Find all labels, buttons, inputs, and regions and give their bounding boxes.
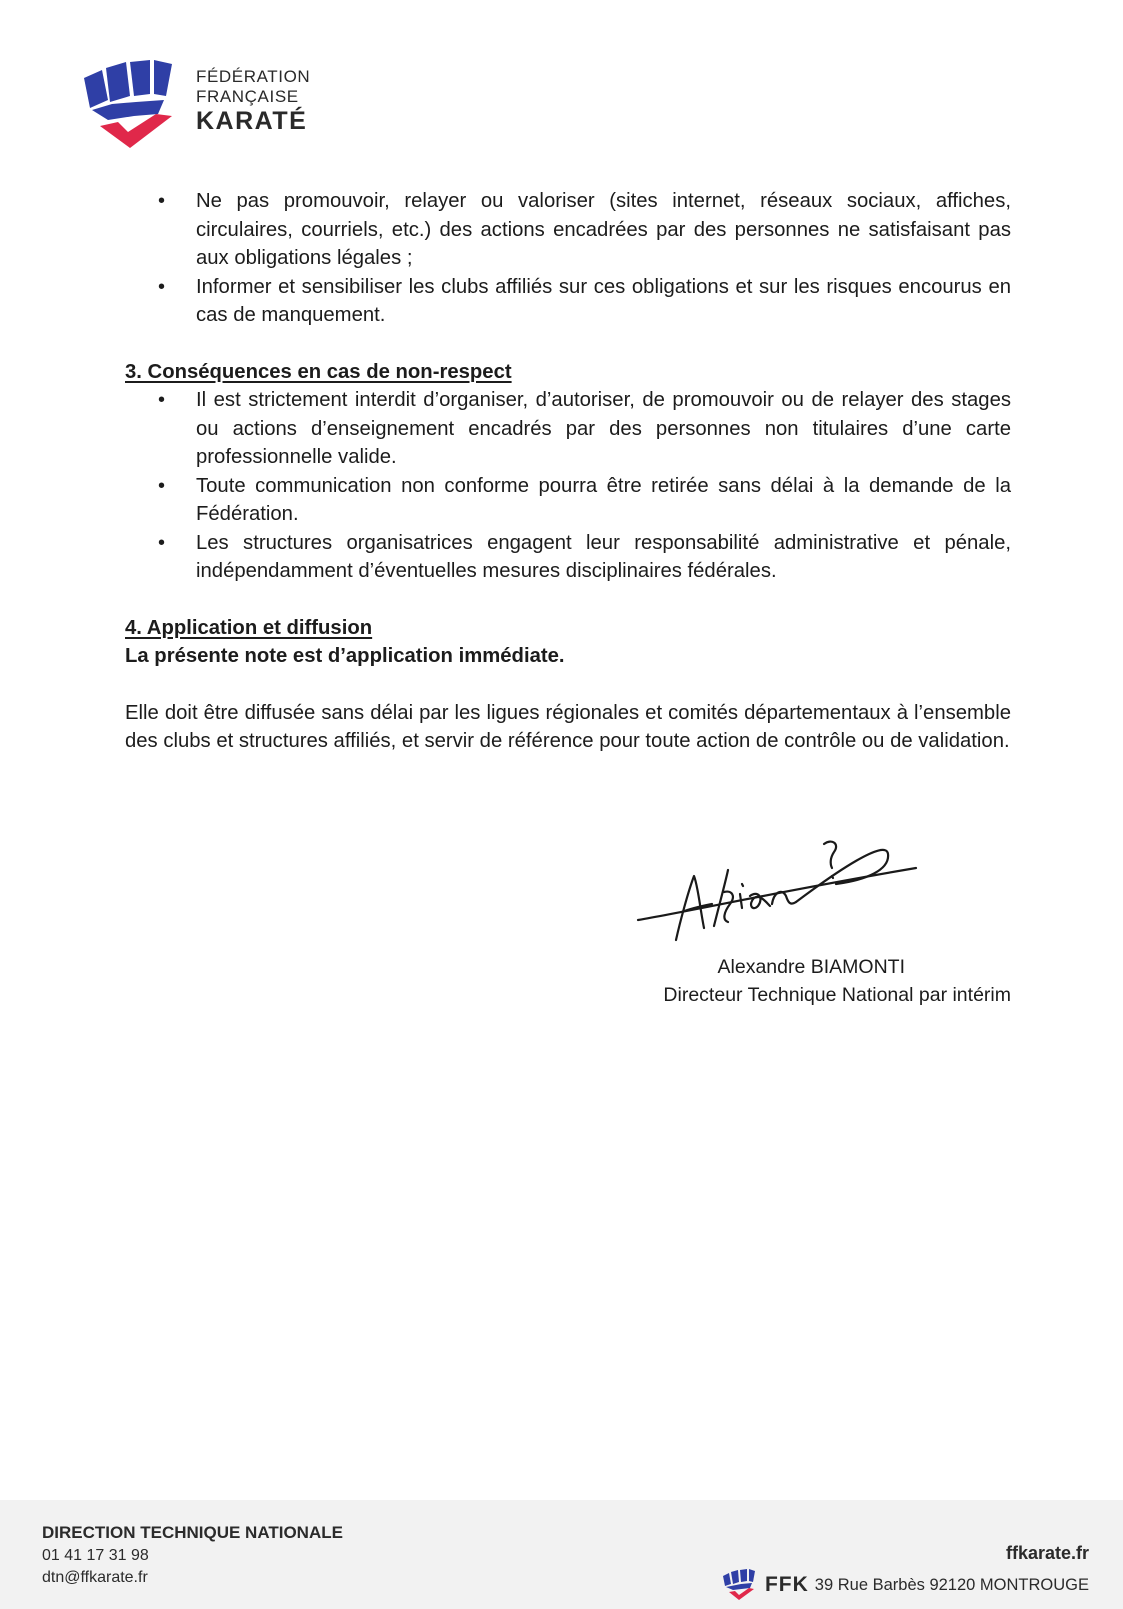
footer-address-line bbox=[721, 1568, 1089, 1602]
footer-phone: 01 41 17 31 98 bbox=[42, 1547, 149, 1564]
list-item: • Informer et sensibiliser les clubs affiliés sur ces obligations et sur les risques encourus en cas de manquement. bbox=[125, 273, 1011, 330]
section-3-heading: 3. Conséquences en cas de non-respect bbox=[125, 360, 512, 383]
list-item: • Toute communication non conforme pourra être retirée sans délai à la demande de la Fédération. bbox=[125, 472, 1011, 529]
signatory-block bbox=[663, 953, 1011, 1009]
federation-logo bbox=[78, 56, 338, 156]
page-footer bbox=[0, 1500, 1123, 1609]
ffk-logo-icon bbox=[721, 1568, 759, 1602]
list-item: • Il est strictement interdit d’organiser, d’autoriser, de promouvoir ou de relayer des stages ou actions d’enseignement encadrés par des personnes non titulaires d’une carte professionnelle valide. bbox=[125, 386, 1011, 472]
handwritten-signature bbox=[636, 832, 936, 952]
signatory-title: Directeur Technique National par intérim bbox=[663, 984, 1011, 1006]
federation-wordmark bbox=[196, 67, 310, 135]
karate-belt-logo-icon bbox=[78, 56, 188, 156]
footer-email: dtn@ffkarate.fr bbox=[42, 1569, 148, 1586]
bullet-list-section-3 bbox=[125, 386, 1011, 586]
section-4-heading: 4. Application et diffusion bbox=[125, 616, 373, 639]
diffusion-paragraph: Elle doit être diffusée sans délai par les ligues régionales et comités départementaux à l’ensemble des clubs et structures affiliés, et servir de référence pour toute action de contrôle ou de validation. bbox=[125, 701, 1011, 752]
application-statement: La présente note est d’application immédiate. bbox=[125, 645, 565, 667]
logo-line-3: KARATÉ bbox=[196, 107, 308, 135]
logo-line-2: FRANÇAISE bbox=[196, 87, 299, 106]
footer-brand: FFK bbox=[764, 1573, 809, 1596]
bullet-list-top bbox=[125, 187, 1011, 330]
document-body bbox=[125, 187, 1011, 756]
footer-address: 39 Rue Barbès 92120 MONTROUGE bbox=[814, 1575, 1089, 1594]
footer-contact bbox=[42, 1522, 343, 1589]
footer-department: DIRECTION TECHNIQUE NATIONALE bbox=[42, 1523, 343, 1542]
list-item: • Les structures organisatrices engagent leur responsabilité administrative et pénale, indépendamment d’éventuelles mesures disciplinaires fédérales. bbox=[125, 529, 1011, 586]
logo-line-1: FÉDÉRATION bbox=[196, 67, 311, 86]
signatory-name: Alexandre BIAMONTI bbox=[717, 956, 905, 978]
list-item: • Ne pas promouvoir, relayer ou valoriser (sites internet, réseaux sociaux, affiches, circulaires, courriels, etc.) des actions encadrées par des personnes ne satisfaisant pas aux obligations légales ; bbox=[125, 187, 1011, 273]
footer-website: ffkarate.fr bbox=[1005, 1543, 1089, 1563]
